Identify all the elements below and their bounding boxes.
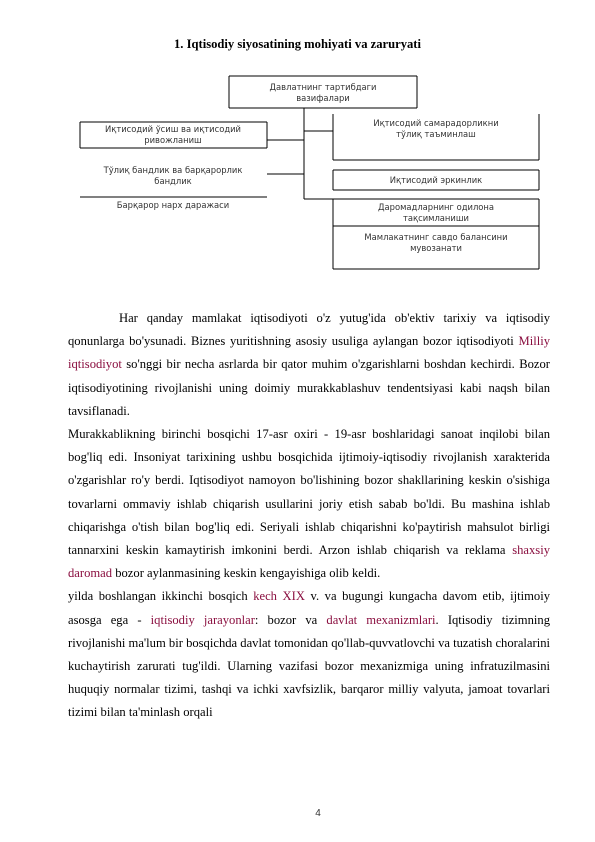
paragraph-3-text-c: : bozor va <box>254 612 327 627</box>
left-box-1-line-2: ривожланиш <box>144 135 202 145</box>
right-box-3-line-1: Даромадларнинг одилона <box>377 202 495 212</box>
link-davlat-mexanizmlari[interactable]: davlat mexanizmlari <box>326 612 436 627</box>
left-box-2-line-1: Тўлиқ бандлик ва барқарорлик <box>103 165 243 175</box>
paragraph-1 <box>68 307 550 423</box>
link-kech-xix[interactable]: kech XIX <box>253 589 305 604</box>
right-box-1-line-1: Иқтисодий самарадорликни <box>373 118 499 128</box>
left-box-1-line-1: Иқтисодий ўсиш ва иқтисодий <box>105 124 241 134</box>
page-number: 4 <box>315 808 321 819</box>
left-box-3-line-1: Барқарор нарх даражаси <box>116 200 230 210</box>
paragraph-2-text-a: Murakkablikning birinchi bosqichi 17-asr oxiri - 19-asr boshlaridagi sanoat inqilobi bilan bog'liq edi. Insoniyat tarixining ushbu bosqichida ijtimoiy-iqtisodiy rivojlanish xarakterida o'zgarishlar ro'y berdi. Iqtisodiyot namoyon bo'lishining bozor shakllarining keskin o'sishiga tovarlarni ommaviy ishlab chiqarish usullarini joriy etish sabab bo'ldi. Bu mashina ishlab chiqarishga o'tish bilan bog'liq edi. Seriyali ishlab chiqarishni ko'paytirish mahsulot birligi tannarxini keskin kamaytirish imkonini berdi. Arzon ishlab chiqarish va reklama <box>68 427 550 558</box>
body-text <box>68 307 550 725</box>
right-box-4-line-1: Мамлакатнинг савдо балансини <box>364 232 508 242</box>
paragraph-3 <box>68 585 550 724</box>
state-functions-diagram <box>0 0 595 300</box>
link-milliy-iqtisodiyot[interactable]: Milliy iqtisodiyot <box>68 334 550 372</box>
paragraph-1-text-a: Har qanday mamlakat iqtisodiyoti o'z yutug'ida ob'ektiv tarixiy va iqtisodiy qonunlarga bo'ysunadi. Biznes yuritishning asosiy usuliga aylangan bozor iqtisodiyoti <box>68 311 550 349</box>
paragraph-3-text-d: . Iqtisodiy tizimning rivojlanishi ma'lum bir bosqichda davlat tomonidan qo'llab-quvvatlovchi va tuzatish choralarini kuchaytirish zarurati tug'ildi. Ularning vazifasi bozor mexanizmiga uning infratuzilmasini huquqiy normalar tizimi, tashqi va ichki xavfsizlik, barqaror milliy valyuta, jamoat tovarlari tizimi bilan ta'minlash orqali <box>68 612 550 720</box>
section-heading: 1. Iqtisodiy siyosatining mohiyati va zaruryati <box>174 37 421 51</box>
right-box-1-line-2: тўлиқ таъминлаш <box>396 129 476 139</box>
top-box-line-2: вазифалари <box>296 93 350 103</box>
paragraph-2 <box>68 423 550 585</box>
paragraph-3-text-b: v. va bugungi kungacha davom etib, ijtimoiy asosga ega - <box>68 589 551 627</box>
paragraph-3-text-a: yilda boshlangan ikkinchi bosqich <box>68 589 254 604</box>
top-box-line-1: Давлатнинг тартибдаги <box>269 82 377 92</box>
right-box-4-line-2: мувозанати <box>410 243 462 253</box>
left-box-2-line-2: бандлик <box>154 176 192 186</box>
paragraph-2-text-b: bozor aylanmasining keskin kengayishiga olib keldi. <box>112 566 381 581</box>
right-box-3-line-2: тақсимланиши <box>403 213 469 223</box>
paragraph-1-text-b: so'nggi bir necha asrlarda bir qator muhim o'zgarishlarni boshdan kechirdi. Bozor iqtisodiyotining rivojlanishi uning doimiy murakkablashuv tendentsiyasi kabi naqsh bilan tavsiflanadi. <box>68 357 550 418</box>
link-shaxsiy-daromad[interactable]: shaxsiy daromad <box>68 543 550 581</box>
link-iqtisodiy-jarayonlar[interactable]: iqtisodiy jarayonlar <box>150 612 255 627</box>
right-box-2-line-1: Иқтисодий эркинлик <box>389 175 483 185</box>
